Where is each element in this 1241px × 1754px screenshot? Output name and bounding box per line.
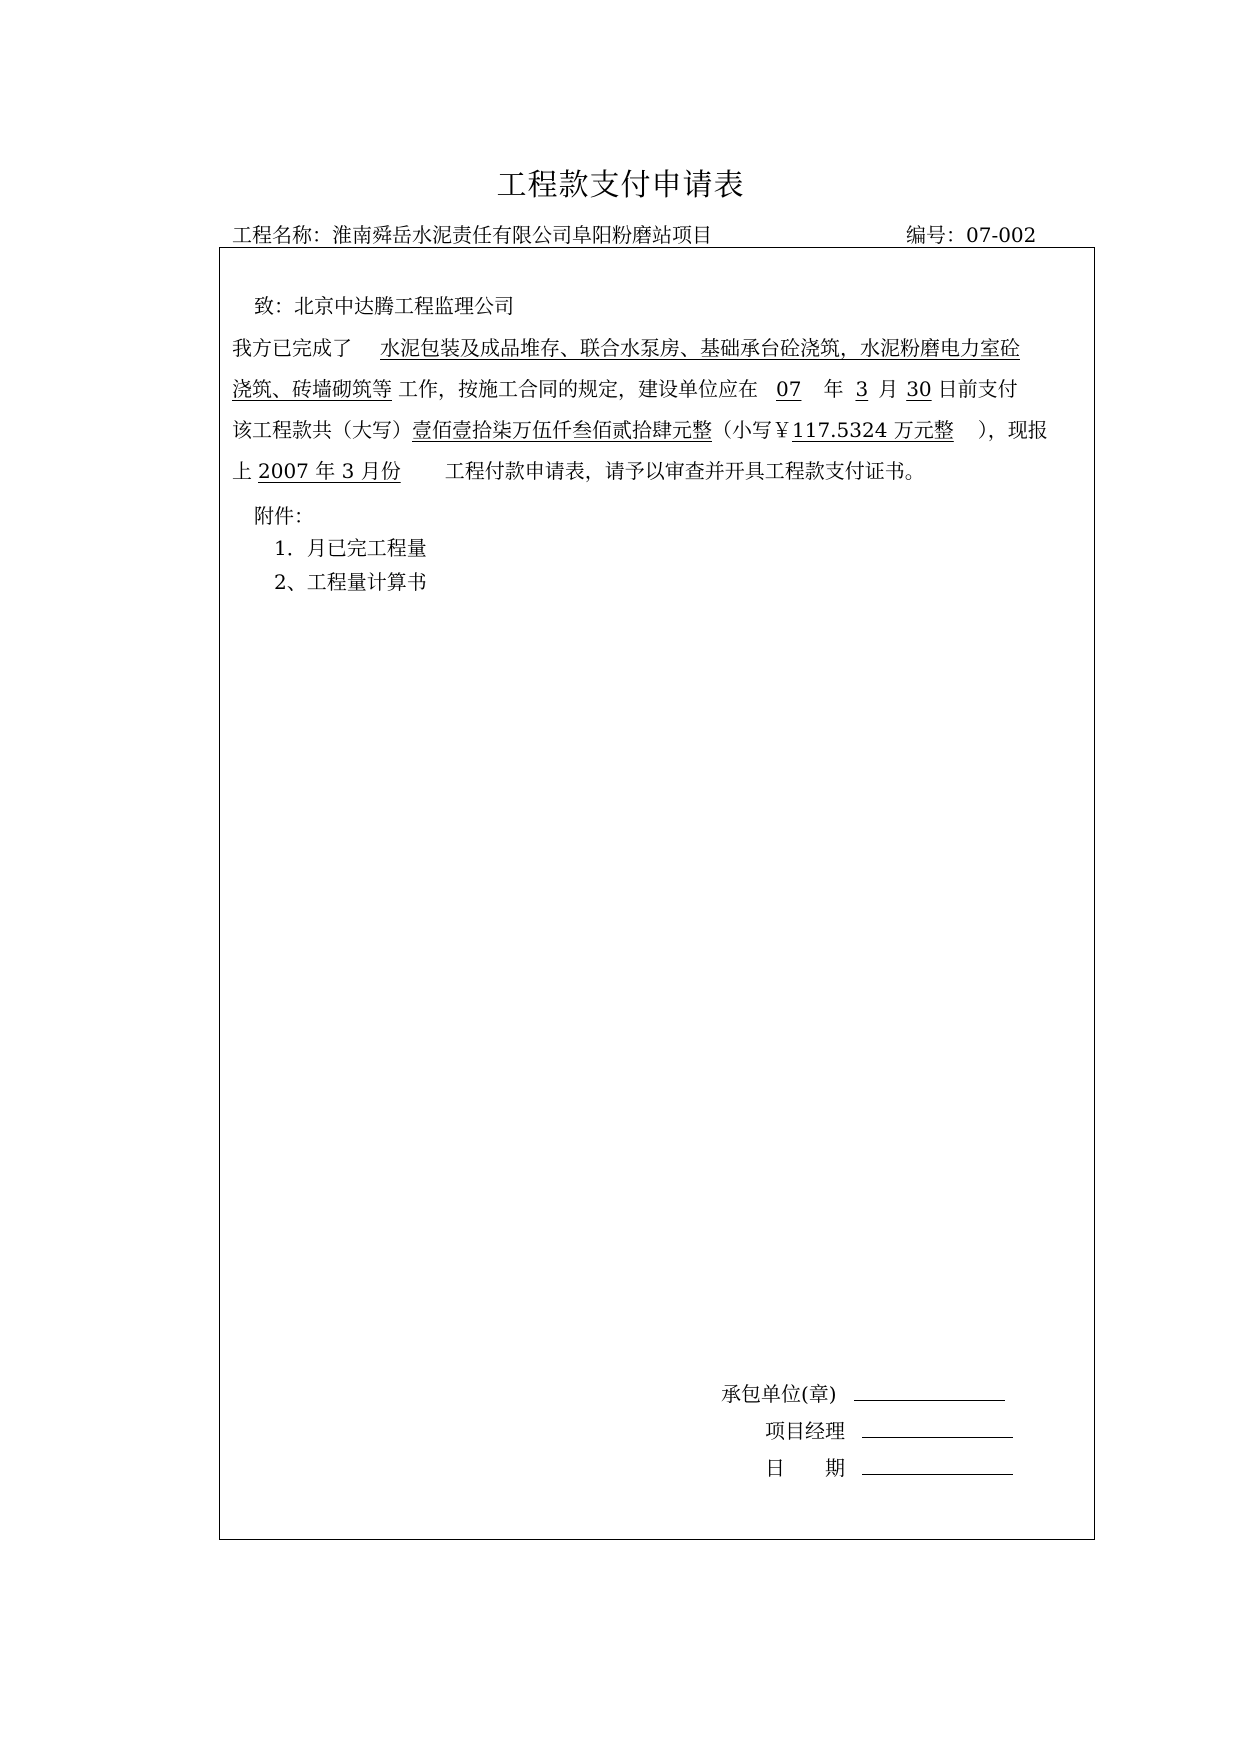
paragraph-line-3 bbox=[232, 410, 1090, 451]
request-clause: 工程付款申请表，请予以审查并开具工程款支付证书。 bbox=[444, 459, 925, 483]
form-number-label: 编号： bbox=[906, 223, 966, 247]
amount-figure-label: （小写￥ bbox=[712, 418, 792, 442]
billing-period: 2007 年 3 月份 bbox=[258, 459, 401, 483]
payment-year: 07 bbox=[776, 377, 802, 401]
amount-in-figures: 117.5324 万元整 bbox=[792, 418, 954, 442]
paragraph-line-4 bbox=[232, 451, 1090, 492]
amount-words-label: 该工程款共（大写） bbox=[232, 418, 412, 442]
year-unit: 年 bbox=[823, 377, 844, 401]
payment-deadline-tail: 日前支付 bbox=[937, 377, 1018, 401]
date-line bbox=[862, 1474, 1013, 1475]
amount-in-words: 壹佰壹拾柒万伍仟叁佰贰拾肆元整 bbox=[412, 418, 712, 442]
attachment-item-1: 1．月已完工程量 bbox=[274, 536, 427, 560]
contract-clause: 工作，按施工合同的规定，建设单位应在 bbox=[398, 377, 758, 401]
payment-day: 30 bbox=[906, 377, 932, 401]
month-unit: 月 bbox=[878, 377, 899, 401]
project-name-label: 工程名称： bbox=[232, 223, 332, 247]
date-label: 日 期 bbox=[765, 1456, 845, 1480]
report-clause: ），现报 bbox=[977, 418, 1048, 442]
completed-prefix: 我方已完成了 bbox=[232, 336, 352, 360]
completed-work-part-2: 浇筑、砖墙砌筑等 bbox=[232, 377, 392, 401]
attachments-label: 附件： bbox=[254, 504, 314, 528]
form-title: 工程款支付申请表 bbox=[496, 168, 745, 203]
project-manager-label: 项目经理 bbox=[765, 1419, 845, 1443]
form-number-value: 07-002 bbox=[966, 223, 1037, 247]
form-number-row bbox=[906, 219, 1036, 248]
completed-work-part-1: 水泥包装及成品堆存、联合水泵房、基础承台砼浇筑，水泥粉磨电力室砼 bbox=[380, 336, 1020, 360]
paragraph-line-2 bbox=[232, 369, 1090, 410]
application-paragraph bbox=[232, 328, 1090, 492]
project-name-value: 淮南舜岳水泥责任有限公司阜阳粉磨站项目 bbox=[332, 223, 712, 247]
attachment-item-2: 2、工程量计算书 bbox=[274, 570, 427, 594]
project-manager-line bbox=[862, 1437, 1013, 1438]
contractor-seal-line bbox=[854, 1400, 1005, 1401]
project-name-row bbox=[232, 219, 712, 248]
payment-month: 3 bbox=[855, 377, 869, 401]
addressee: 致：北京中达腾工程监理公司 bbox=[254, 294, 514, 318]
paragraph-line-1 bbox=[232, 328, 1090, 369]
contractor-seal-label: 承包单位(章) bbox=[721, 1382, 837, 1406]
period-prefix: 上 bbox=[232, 459, 252, 483]
